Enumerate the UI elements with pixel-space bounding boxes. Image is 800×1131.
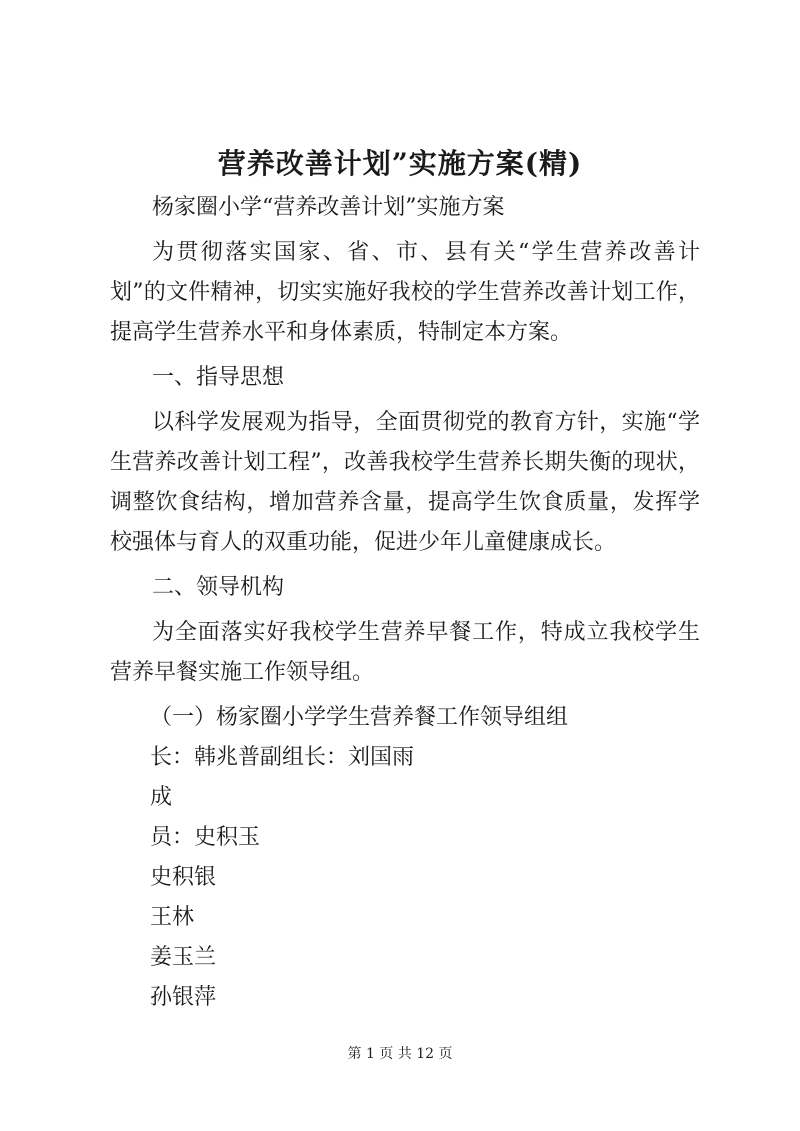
group-heading: （一）杨家圈小学学生营养餐工作领导组组 xyxy=(150,705,569,730)
member-item: 王林 xyxy=(150,905,195,930)
member-list xyxy=(110,858,700,1018)
subtitle-paragraph: 杨家圈小学“营养改善计划”实施方案 xyxy=(152,195,505,220)
member-item: 姜玉兰 xyxy=(150,945,217,970)
page-footer: 第 1 页 共 12 页 xyxy=(347,1046,453,1062)
member-item: 孙银萍 xyxy=(150,985,217,1010)
members-label: 成 xyxy=(150,785,173,810)
member-item: 史积银 xyxy=(150,865,217,890)
guiding-thought-paragraph: 以科学发展观为指导，全面贯彻党的教育方针，实施“学生营养改善计划工程”，改善我校学生营养长期失衡的现状，调整饮食结构，增加营养含量，提高学生饮食质量，发挥学校强体与育人的双重功能，促进少年儿童健康成长。 xyxy=(110,410,700,555)
section-heading-leadership: 二、领导机构 xyxy=(152,575,285,600)
document-title: 营养改善计划”实施方案(精) xyxy=(217,147,583,180)
section-heading-guiding-thought: 一、指导思想 xyxy=(152,365,285,390)
document-body xyxy=(110,188,700,1018)
leadership-paragraph: 为全面落实好我校学生营养早餐工作，特成立我校学生营养早餐实施工作领导组。 xyxy=(110,620,700,685)
leader-line: 长：韩兆普副组长：刘国雨 xyxy=(150,745,415,770)
intro-paragraph: 为贯彻落实国家、省、市、县有关“学生营养改善计划”的文件精神，切实实施好我校的学生营养改善计划工作，提高学生营养水平和身体素质，特制定本方案。 xyxy=(110,240,700,345)
members-first-line: 员：史积玉 xyxy=(150,825,261,850)
